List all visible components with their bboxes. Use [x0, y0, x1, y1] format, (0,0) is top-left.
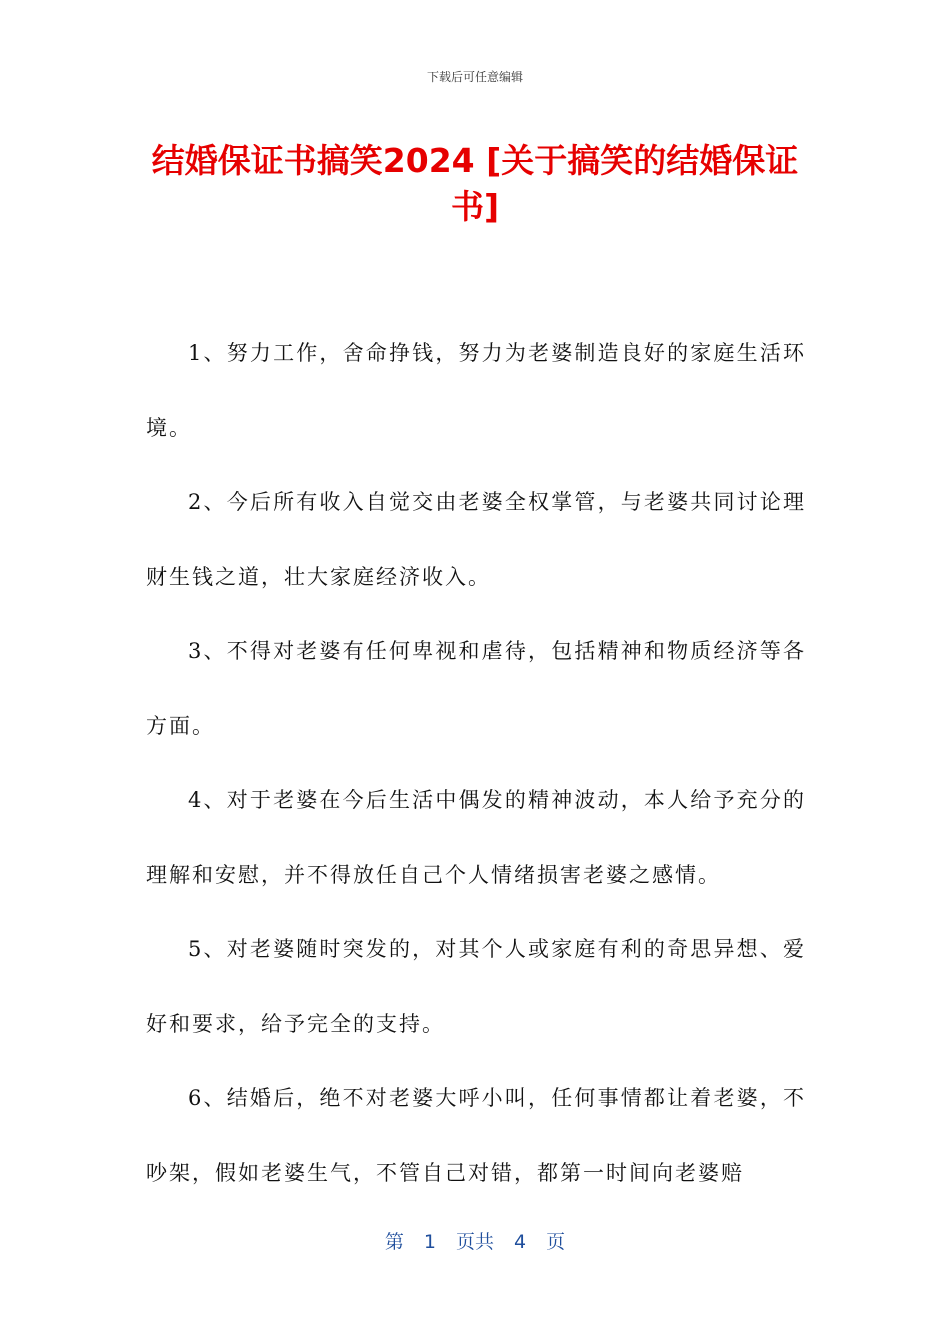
paragraph-3: 3、不得对老婆有任何卑视和虐待，包括精神和物质经济等各方面。 [146, 639, 806, 738]
page-middle: 页共 [455, 1231, 494, 1253]
paragraph-5: 5、对老婆随时突发的，对其个人或家庭有利的奇思异想、爱好和要求，给予完全的支持。 [146, 937, 806, 1036]
paragraph-1: 1、努力工作，舍命挣钱，努力为老婆制造良好的家庭生活环境。 [146, 341, 806, 440]
document-title: 结婚保证书搞笑2024 [关于搞笑的结婚保证书] [151, 141, 799, 226]
paragraph-2: 2、今后所有收入自觉交由老婆全权掌管，与老婆共同讨论理财生钱之道，壮大家庭经济收入。 [146, 490, 806, 589]
document-body [146, 316, 806, 1210]
page-total-number: 4 [514, 1231, 527, 1253]
paragraph-6: 6、结婚后，绝不对老婆大呼小叫，任何事情都让着老婆，不吵架，假如老婆生气，不管自己对错，都第一时间向老婆赔 [146, 1086, 806, 1185]
page-suffix: 页 [546, 1231, 566, 1253]
page-footer [0, 1227, 950, 1254]
paragraph-4: 4、对于老婆在今后生活中偶发的精神波动，本人给予充分的理解和安慰，并不得放任自己个人情绪损害老婆之感情。 [146, 788, 806, 887]
header-note: 下载后可任意编辑 [426, 70, 523, 84]
page-prefix: 第 [384, 1231, 404, 1253]
page-current-number: 1 [423, 1231, 436, 1253]
